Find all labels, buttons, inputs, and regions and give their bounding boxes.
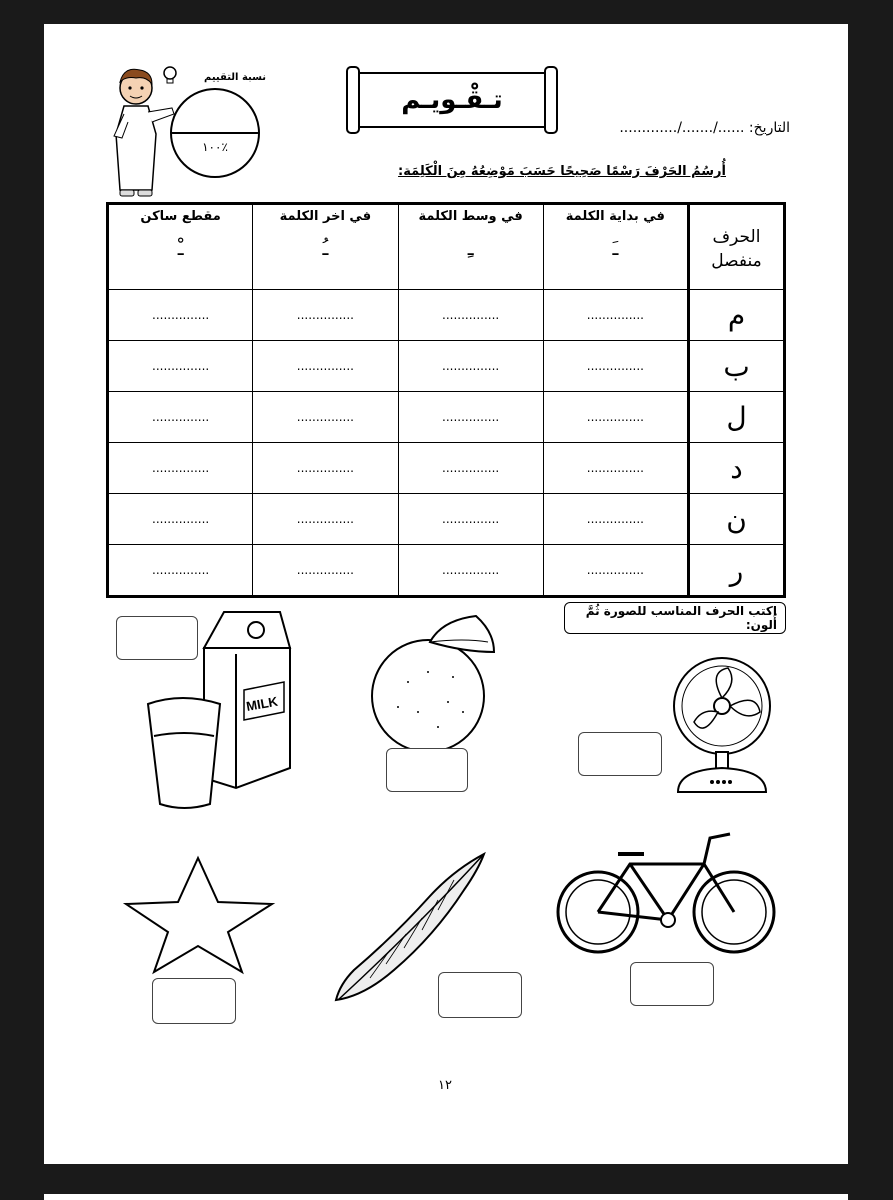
- header-word-middle: في وسط الكلمة ـِ: [398, 204, 543, 290]
- answer-cell[interactable]: ...............: [108, 443, 253, 494]
- answer-cell[interactable]: ...............: [398, 545, 543, 597]
- coloring-instruction: اكتب الحرف المناسب للصورة ثُمَّ أُلون:: [564, 602, 786, 634]
- header-sukun: مقطع ساكن ـْ: [108, 204, 253, 290]
- milk-label: MILK: [245, 693, 279, 715]
- answer-cell[interactable]: ...............: [543, 341, 688, 392]
- answer-cell[interactable]: ...............: [543, 392, 688, 443]
- answer-box-fan[interactable]: [578, 732, 662, 776]
- answer-cell[interactable]: ...............: [398, 443, 543, 494]
- answer-cell[interactable]: ...............: [253, 443, 398, 494]
- table-row: [108, 341, 785, 392]
- answer-box-orange[interactable]: [386, 748, 468, 792]
- answer-cell[interactable]: ...............: [398, 494, 543, 545]
- header-separate-letter: الحرف منفصل: [689, 204, 785, 290]
- milk-carton-image: [144, 608, 304, 808]
- table-row: [108, 392, 785, 443]
- answer-cell[interactable]: ...............: [108, 494, 253, 545]
- answer-cell[interactable]: ...............: [543, 494, 688, 545]
- next-page-edge: [44, 1194, 848, 1200]
- table-header-row: [108, 204, 785, 290]
- row-letter: ر: [689, 545, 785, 597]
- answer-cell[interactable]: ...............: [253, 494, 398, 545]
- fatha-mark: ـَ: [612, 236, 619, 260]
- answer-cell[interactable]: ...............: [108, 290, 253, 341]
- bicycle-image: [554, 828, 780, 958]
- sukun-mark: ـْ: [177, 236, 184, 260]
- star-image: [124, 856, 274, 974]
- answer-cell[interactable]: ...............: [253, 392, 398, 443]
- instruction-text: أُرسُمُ الحَرْفَ رَسْمًا صَحِيحًا حَسَبَ مَوْضِعُهُ مِنَ الْكَلِمَة:: [398, 164, 726, 179]
- header-word-end: في اخر الكلمة ـُ: [253, 204, 398, 290]
- answer-box-star[interactable]: [152, 978, 236, 1024]
- row-letter: ن: [689, 494, 785, 545]
- answer-cell[interactable]: ...............: [543, 443, 688, 494]
- row-letter: د: [689, 443, 785, 494]
- grade-percent: ١٠٠٪: [202, 140, 228, 154]
- grade-label: نسبة التقييم: [204, 72, 267, 83]
- answer-cell[interactable]: ...............: [253, 290, 398, 341]
- worksheet-page: [44, 24, 848, 1164]
- answer-cell[interactable]: ...............: [398, 392, 543, 443]
- answer-box-feather[interactable]: [438, 972, 522, 1018]
- table-row: [108, 443, 785, 494]
- answer-cell[interactable]: ...............: [543, 545, 688, 597]
- page-number: ١٢: [438, 1078, 452, 1093]
- lightbulb-icon: [158, 64, 182, 86]
- answer-cell[interactable]: ...............: [543, 290, 688, 341]
- answer-cell[interactable]: ...............: [398, 290, 543, 341]
- answer-cell[interactable]: ...............: [398, 341, 543, 392]
- answer-cell[interactable]: ...............: [253, 545, 398, 597]
- row-letter: م: [689, 290, 785, 341]
- row-letter: ب: [689, 341, 785, 392]
- header-word-start: في بداية الكلمة ـَ: [543, 204, 688, 290]
- table-row: [108, 290, 785, 341]
- answer-cell[interactable]: ...............: [108, 392, 253, 443]
- letters-table: [106, 202, 786, 598]
- answer-cell[interactable]: ...............: [253, 341, 398, 392]
- table-row: [108, 545, 785, 597]
- orange-image: [368, 612, 500, 752]
- answer-box-bicycle[interactable]: [630, 962, 714, 1006]
- answer-cell[interactable]: ...............: [108, 545, 253, 597]
- fan-image: [668, 652, 778, 802]
- kasra-mark: ـِ: [467, 236, 474, 260]
- row-letter: ل: [689, 392, 785, 443]
- page-title: تـقْـويـم: [354, 72, 550, 128]
- grade-circle: [170, 88, 260, 178]
- answer-cell[interactable]: ...............: [108, 341, 253, 392]
- table-row: [108, 494, 785, 545]
- date-line: التاريخ: ....../......./.............: [619, 120, 790, 136]
- damma-mark: ـُ: [322, 236, 329, 260]
